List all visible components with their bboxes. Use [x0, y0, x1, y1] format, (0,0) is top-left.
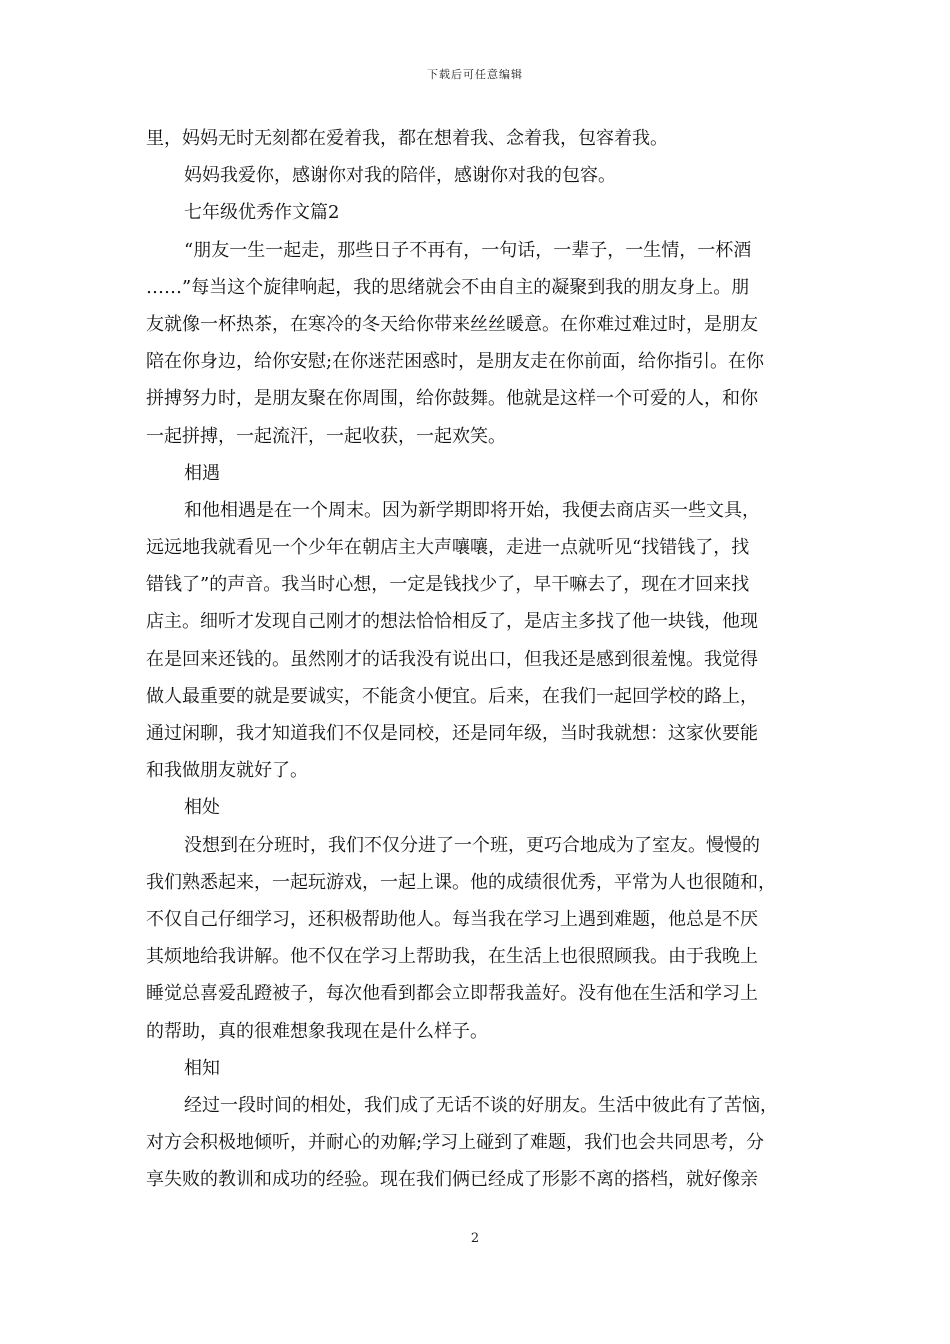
text-line: 里，妈妈无时无刻都在爱着我，都在想着我、念着我，包容着我。: [146, 128, 668, 149]
text-line: 拼搏努力时，是朋友聚在你周围，给你鼓舞。他就是这样一个可爱的人，和你: [146, 388, 758, 410]
text-line: 我们熟悉起来，一起玩游戏，一起上课。他的成绩很优秀，平常为人也很随和，: [146, 871, 776, 893]
text-line: 经过一段时间的相处，我们成了无话不谈的好朋友。生活中彼此有了苦恼，: [184, 1094, 778, 1116]
text-line: “朋友一生一起走，那些日子不再有，一句话，一辈子，一生情，一杯酒: [184, 239, 752, 261]
text-line: 和他相遇是在一个周末。因为新学期即将开始，我便去商店买一些文具，: [184, 499, 760, 521]
text-line: 妈妈我爱你，感谢你对我的陪伴，感谢你对我的包容。: [184, 165, 616, 187]
text-line: 错钱了”的声音。我当时心想，一定是钱找少了，早干嘛去了，现在才回来找: [146, 574, 750, 596]
section-heading: 相处: [184, 797, 220, 819]
text-line: ……”每当这个旋律响起，我的思绪就会不由自主的凝聚到我的朋友身上。朋: [146, 276, 750, 298]
text-line: 睡觉总喜爱乱蹬被子，每次他看到都会立即帮我盖好。没有他在生活和学习上: [146, 983, 758, 1005]
page-number: 2: [470, 1231, 480, 1246]
section-heading: 相知: [184, 1057, 220, 1079]
text-line: 一起拼搏，一起流汗，一起收获，一起欢笑。: [146, 425, 506, 447]
section-heading: 七年级优秀作文篇2: [184, 202, 340, 224]
page-header: 下载后可任意编辑: [427, 68, 523, 81]
text-line: 其烦地给我讲解。他不仅在学习上帮助我，在生活上也很照顾我。由于我晚上: [146, 946, 758, 968]
text-line: 友就像一杯热茶，在寒冷的冬天给你带来丝丝暖意。在你难过难过时，是朋友: [146, 313, 758, 335]
text-line: 和我做朋友就好了。: [146, 760, 308, 782]
document-body: [146, 120, 806, 1198]
text-line: 陪在你身边，给你安慰;在你迷茫困惑时，是朋友走在你前面，给你指引。在你: [146, 351, 765, 373]
section-heading: 相遇: [184, 462, 220, 484]
text-line: 对方会积极地倾听，并耐心的劝解;学习上碰到了难题，我们也会共同思考，分: [146, 1132, 765, 1154]
text-line: 享失败的教训和成功的经验。现在我们俩已经成了形影不离的搭档，就好像亲: [146, 1169, 758, 1191]
text-line: 的帮助，真的很难想象我现在是什么样子。: [146, 1020, 488, 1042]
text-line: 没想到在分班时，我们不仅分进了一个班，更巧合地成为了室友。慢慢的: [184, 834, 760, 856]
text-line: 不仅自己仔细学习，还积极帮助他人。每当我在学习上遇到难题，他总是不厌: [146, 908, 758, 930]
text-line: 通过闲聊，我才知道我们不仅是同校，还是同年级，当时我就想：这家伙要能: [146, 723, 758, 744]
text-line: 在是回来还钱的。虽然刚才的话我没有说出口，但我还是感到很羞愧。我觉得: [146, 648, 758, 670]
text-line: 远远地我就看见一个少年在朝店主大声嚷嚷，走进一点就听见“找错钱了，找: [146, 537, 750, 559]
text-line: 店主。细听才发现自己刚才的想法恰恰相反了，是店主多找了他一块钱，他现: [146, 611, 758, 633]
text-line: 做人最重要的就是要诚实，不能贪小便宜。后来，在我们一起回学校的路上，: [146, 685, 758, 707]
